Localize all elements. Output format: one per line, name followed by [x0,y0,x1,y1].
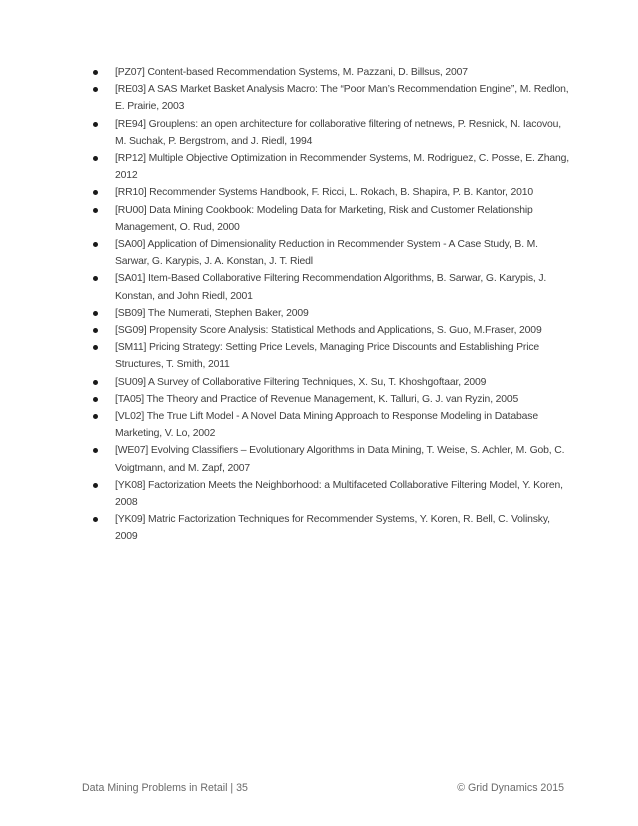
footer-copyright: © Grid Dynamics 2015 [457,782,564,794]
reference-text: [YK08] Factorization Meets the Neighborhood: a Multifaceted Collaborative Filtering Model, Y. Koren, 2008 [115,479,563,509]
reference-item [93,64,573,81]
reference-text: [RE94] Grouplens: an open architecture for collaborative filtering of netnews, P. Resnick, N. Iacovou, M. Suchak, P. Bergstrom, and J. Riedl, 1994 [115,118,561,147]
bullet-icon [93,414,98,419]
reference-item [93,511,573,545]
reference-item [93,391,573,408]
bullet-icon [93,397,98,402]
reference-text: [PZ07] Content-based Recommendation Systems, M. Pazzani, D. Billsus, 2007 [115,67,468,78]
bullet-icon [93,276,98,281]
bullet-icon [93,380,98,385]
reference-item [93,408,573,442]
reference-text: [SA01] Item-Based Collaborative Filtering Recommendation Algorithms, B. Sarwar, G. Karypis, J. Konstan, and John Riedl, 2001 [115,273,547,302]
reference-text: [SG09] Propensity Score Analysis: Statistical Methods and Applications, S. Guo, M.Fraser, 2009 [115,325,542,337]
bullet-icon [93,517,98,522]
reference-item [93,150,573,184]
reference-item [93,442,573,476]
reference-text: [YK09] Matric Factorization Techniques for Recommender Systems, Y. Koren, R. Bell, C. Volinsky, 2009 [115,514,550,543]
bullet-icon [93,70,98,75]
bullet-icon [93,87,98,92]
footer-page-label: Data Mining Problems in Retail | 35 [82,782,248,794]
reference-item [93,477,573,511]
reference-text: [SU09] A Survey of Collaborative Filtering Techniques, X. Su, T. Khoshgoftaar, 2009 [115,376,487,388]
bullet-icon [93,328,98,333]
bullet-icon [93,311,98,316]
reference-item [93,322,573,339]
reference-text: [RU00] Data Mining Cookbook: Modeling Data for Marketing, Risk and Customer Relationship Management, O. Rud, 2000 [115,204,533,233]
reference-item [93,374,573,391]
reference-text: [SM11] Pricing Strategy: Setting Price Levels, Managing Price Discounts and Establishing Price Structures, T. Smith, 2011 [115,342,540,371]
reference-text: [TA05] The Theory and Practice of Revenue Management, K. Talluri, G. J. van Ryzin, 2005 [115,393,519,405]
reference-text: [RP12] Multiple Objective Optimization in Recommender Systems, M. Rodriguez, C. Posse, E. Zhang, 2012 [115,153,569,182]
reference-text: [RR10] Recommender Systems Handbook, F. Ricci, L. Rokach, B. Shapira, P. B. Kantor, 2010 [115,187,534,199]
reference-item [93,81,573,115]
reference-item [93,202,573,236]
reference-text: [SA00] Application of Dimensionality Reduction in Recommender System - A Case Study, B. M. Sarwar, G. Karypis, J. A. Konstan, J. T. Riedl [115,239,538,268]
reference-item [93,305,573,322]
bullet-icon [93,190,98,195]
bullet-icon [93,448,98,453]
bullet-icon [93,122,98,127]
reference-item [93,236,573,270]
bullet-icon [93,483,98,488]
reference-text: [WE07] Evolving Classifiers – Evolutionary Algorithms in Data Mining, T. Weise, S. Achler, M. Gob, C. Voigtmann, and M. Zapf, 2007 [115,445,565,474]
bullet-icon [93,242,98,247]
reference-list [93,64,573,546]
reference-item [93,184,573,201]
bullet-icon [93,156,98,161]
bullet-icon [93,345,98,350]
reference-text: [RE03] A SAS Market Basket Analysis Macro: The “Poor Man’s Recommendation Engine”, M. Redlon, E. Prairie, 2003 [115,84,569,113]
reference-item [93,270,573,304]
reference-text: [SB09] The Numerati, Stephen Baker, 2009 [115,307,309,319]
bullet-icon [93,208,98,213]
reference-text: [VL02] The True Lift Model - A Novel Data Mining Approach to Response Modeling in Database Marketing, V. Lo, 2002 [115,411,538,440]
reference-item [93,116,573,150]
reference-item [93,339,573,373]
